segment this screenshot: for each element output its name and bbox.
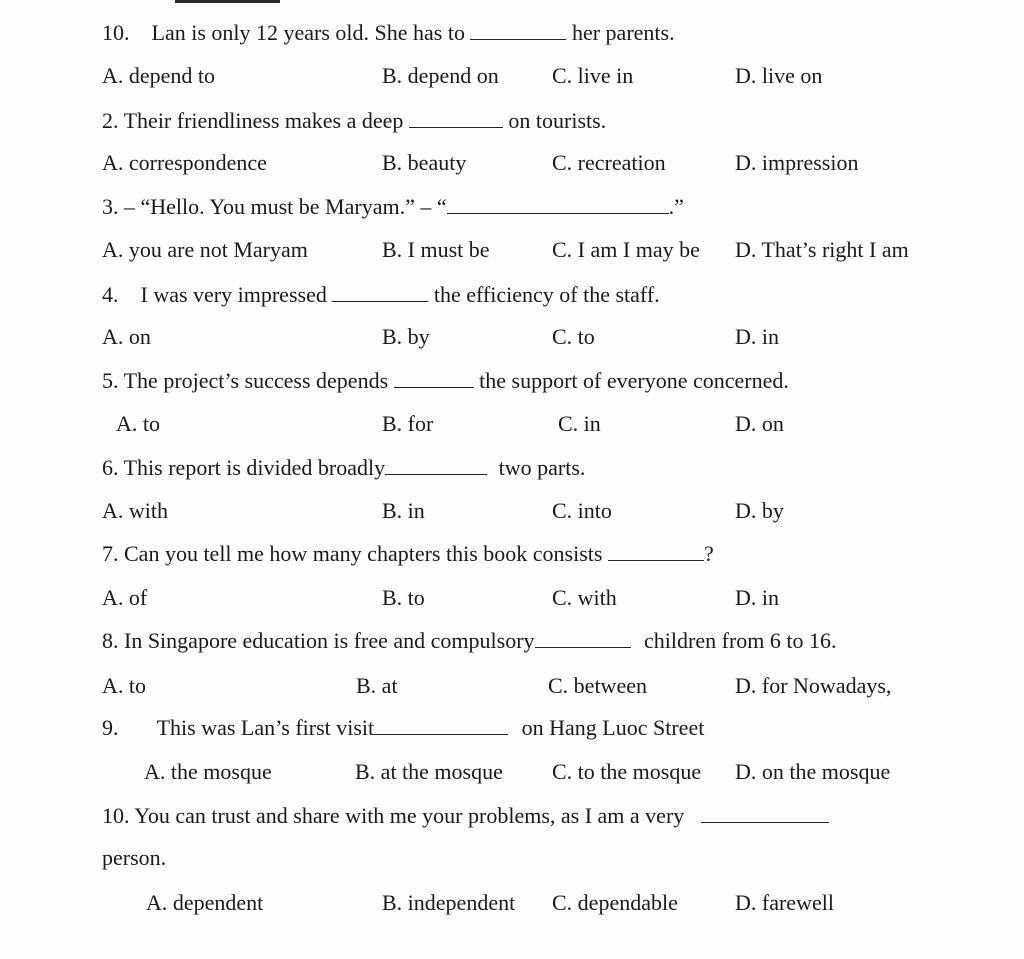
question-text: – “Hello. You must be Maryam.” – “ [124, 194, 447, 219]
question-continuation [102, 841, 166, 875]
option-b: B. depend on [382, 63, 499, 88]
option-a: A. the mosque [144, 759, 272, 784]
answer-blank [608, 542, 704, 561]
question-text-after: the support of everyone concerned. [479, 368, 789, 393]
option-a: A. depend to [102, 63, 216, 88]
question-text-after: children from 6 to 16. [644, 628, 837, 653]
question-text: I was very impressed [140, 282, 327, 307]
option-d: D. farewell [735, 890, 834, 915]
option-a: A. you are not Maryam [102, 237, 308, 262]
option-a: A. with [102, 498, 168, 523]
question-5 [102, 364, 789, 398]
question-text: The project’s success depends [123, 368, 389, 393]
answer-blank [385, 456, 487, 475]
option-a: A. correspondence [102, 150, 267, 175]
question-3 [102, 190, 684, 224]
question-number: 10. [102, 803, 130, 828]
question-text: Their friendliness makes a deep [123, 108, 404, 133]
question-text: In Singapore education is free and compulsory [124, 628, 535, 653]
option-d: D. That’s right I am [735, 237, 909, 262]
question-number: 9. [102, 715, 119, 740]
question-1 [102, 16, 675, 50]
question-text-after: the efficiency of the staff. [433, 282, 660, 307]
question-9 [102, 711, 704, 745]
question-text: Lan is only 12 years old. She has to [151, 20, 465, 45]
question-2 [102, 104, 606, 138]
option-b: B. at [356, 673, 398, 698]
answer-blank [409, 109, 503, 128]
question-10 [102, 799, 829, 833]
question-text-after: on tourists. [508, 108, 607, 133]
option-b: B. to [382, 585, 425, 610]
option-d: D. by [735, 498, 784, 523]
question-text-after: her parents. [571, 20, 675, 45]
option-c: C. dependable [552, 890, 678, 915]
question-text: This report is divided broadly [123, 455, 386, 480]
question-4 [102, 278, 660, 312]
question-text-after: two parts. [498, 455, 586, 480]
question-6 [102, 451, 585, 485]
answer-blank [332, 283, 428, 302]
option-d: D. on [735, 411, 784, 436]
question-number: 2. [102, 108, 119, 133]
answer-blank [470, 21, 566, 40]
option-d: D. for Nowadays, [735, 673, 892, 698]
option-a: A. on [102, 324, 151, 349]
option-c: C. into [552, 498, 612, 523]
option-b: B. for [382, 411, 434, 436]
answer-blank [374, 716, 508, 735]
option-b: B. at the mosque [355, 759, 503, 784]
option-c: C. to [552, 324, 595, 349]
option-c: C. I am I may be [552, 237, 700, 262]
option-b: B. in [382, 498, 425, 523]
question-text-after: .” [668, 194, 684, 219]
question-8 [102, 624, 837, 658]
question-text: You can trust and share with me your problems, as I am a very [134, 803, 685, 828]
question-number: 6. [102, 455, 119, 480]
question-number: 5. [102, 368, 119, 393]
option-c: C. live in [552, 63, 634, 88]
question-text-after: ? [703, 541, 714, 566]
question-text: Can you tell me how many chapters this book consists [124, 541, 603, 566]
option-b: B. by [382, 324, 430, 349]
option-c: C. recreation [552, 150, 666, 175]
option-b: B. I must be [382, 237, 490, 262]
option-a: A. dependent [146, 890, 264, 915]
option-d: D. in [735, 585, 779, 610]
option-d: D. live on [735, 63, 823, 88]
question-number: 4. [102, 282, 119, 307]
question-number: 7. [102, 541, 119, 566]
option-d: D. on the mosque [735, 759, 891, 784]
option-a: A. of [102, 585, 148, 610]
option-a: A. to [102, 673, 146, 698]
question-text-trail: person. [102, 845, 167, 870]
question-text-after: on Hang Luoc Street [521, 715, 705, 740]
option-d: D. impression [735, 150, 859, 175]
option-c: C. between [548, 673, 647, 698]
answer-blank [394, 369, 474, 388]
option-c: C. in [558, 411, 601, 436]
option-a: A. to [116, 411, 160, 436]
answer-blank [535, 629, 631, 648]
top-rule [175, 0, 280, 3]
question-7 [102, 537, 714, 571]
option-c: C. to the mosque [552, 759, 702, 784]
option-d: D. in [735, 324, 779, 349]
option-b: B. beauty [382, 150, 467, 175]
option-c: C. with [552, 585, 617, 610]
question-number: 3. [102, 194, 119, 219]
question-number: 8. [102, 628, 119, 653]
answer-blank [701, 804, 829, 823]
option-b: B. independent [382, 890, 516, 915]
answer-blank [447, 195, 669, 214]
question-text: This was Lan’s first visit [156, 715, 375, 740]
question-number: 10. [102, 20, 130, 45]
